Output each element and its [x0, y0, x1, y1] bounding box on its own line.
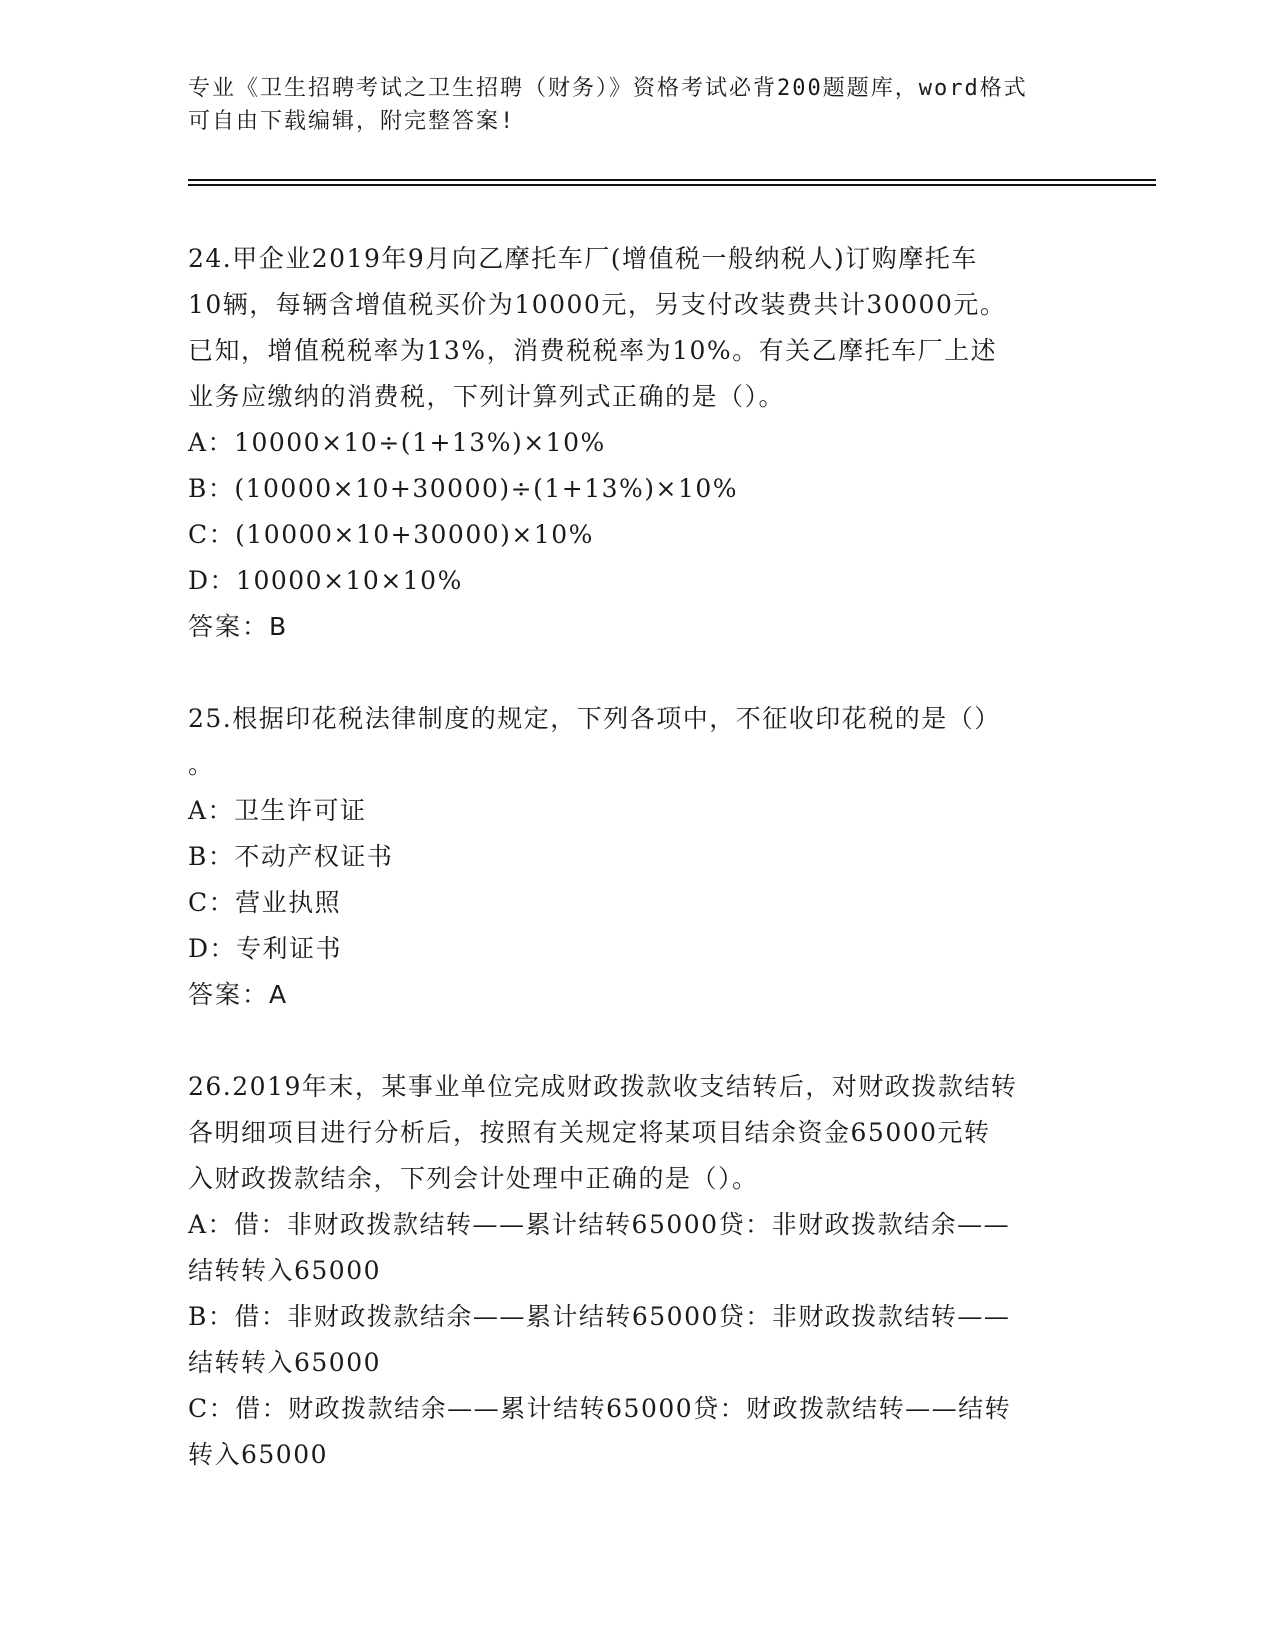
header-line-2: 可自由下载编辑，附完整答案!: [188, 109, 516, 134]
question-stem-line: 24.甲企业2019年9月向乙摩托车厂(增值税一般纳税人)订购摩托车: [188, 244, 978, 273]
question-stem-line: 业务应缴纳的消费税，下列计算列式正确的是（）。: [188, 382, 786, 411]
option-b: B：不动产权证书: [188, 842, 394, 871]
header-divider-bottom: [188, 184, 1156, 186]
option-b: B：借：非财政拨款结余——累计结转65000贷：非财政拨款结转——: [188, 1302, 1011, 1331]
question-stem-line: 26.2019年末，某事业单位完成财政拨款收支结转后，对财政拨款结转: [188, 1072, 1018, 1101]
answer-line: 答案：A: [188, 980, 289, 1009]
option-a: A：10000×10÷(1+13%)×10%: [188, 428, 606, 457]
question-stem-line: 各明细项目进行分析后，按照有关规定将某项目结余资金65000元转: [188, 1118, 991, 1147]
question-stem-line: 25.根据印花税法律制度的规定，下列各项中，不征收印花税的是（）: [188, 704, 1001, 733]
answer-line: 答案：B: [188, 612, 289, 641]
option-a-continued: 结转转入65000: [188, 1256, 382, 1285]
option-c: C：营业执照: [188, 888, 342, 917]
question-stem-line: 10辆，每辆含增值税买价为10000元，另支付改装费共计30000元。: [188, 290, 1007, 319]
option-a: A：借：非财政拨款结转——累计结转65000贷：非财政拨款结余——: [188, 1210, 1011, 1239]
question-stem-line: 入财政拨款结余，下列会计处理中正确的是（）。: [188, 1164, 759, 1193]
question-24: [188, 236, 1088, 650]
option-a: A：卫生许可证: [188, 796, 367, 825]
option-d: D：专利证书: [188, 934, 343, 963]
option-b: B：(10000×10+30000)÷(1+13%)×10%: [188, 474, 739, 503]
question-stem-line: 。: [188, 750, 215, 779]
question-stem-line: 已知，增值税税率为13%，消费税税率为10%。有关乙摩托车厂上述: [188, 336, 998, 365]
question-25: [188, 696, 1088, 1018]
question-26: [188, 1064, 1088, 1478]
header-divider-top: [188, 179, 1156, 181]
option-c-continued: 转入65000: [188, 1440, 329, 1469]
document-header: [188, 72, 1068, 138]
option-c: C：(10000×10+30000)×10%: [188, 520, 594, 549]
option-d: D：10000×10×10%: [188, 566, 463, 595]
header-line-1: 专业《卫生招聘考试之卫生招聘（财务）》资格考试必背200题题库，word格式: [188, 76, 1028, 101]
option-b-continued: 结转转入65000: [188, 1348, 382, 1377]
option-c: C：借：财政拨款结余——累计结转65000贷：财政拨款结转——结转: [188, 1394, 1012, 1423]
question-list: [188, 236, 1088, 1524]
